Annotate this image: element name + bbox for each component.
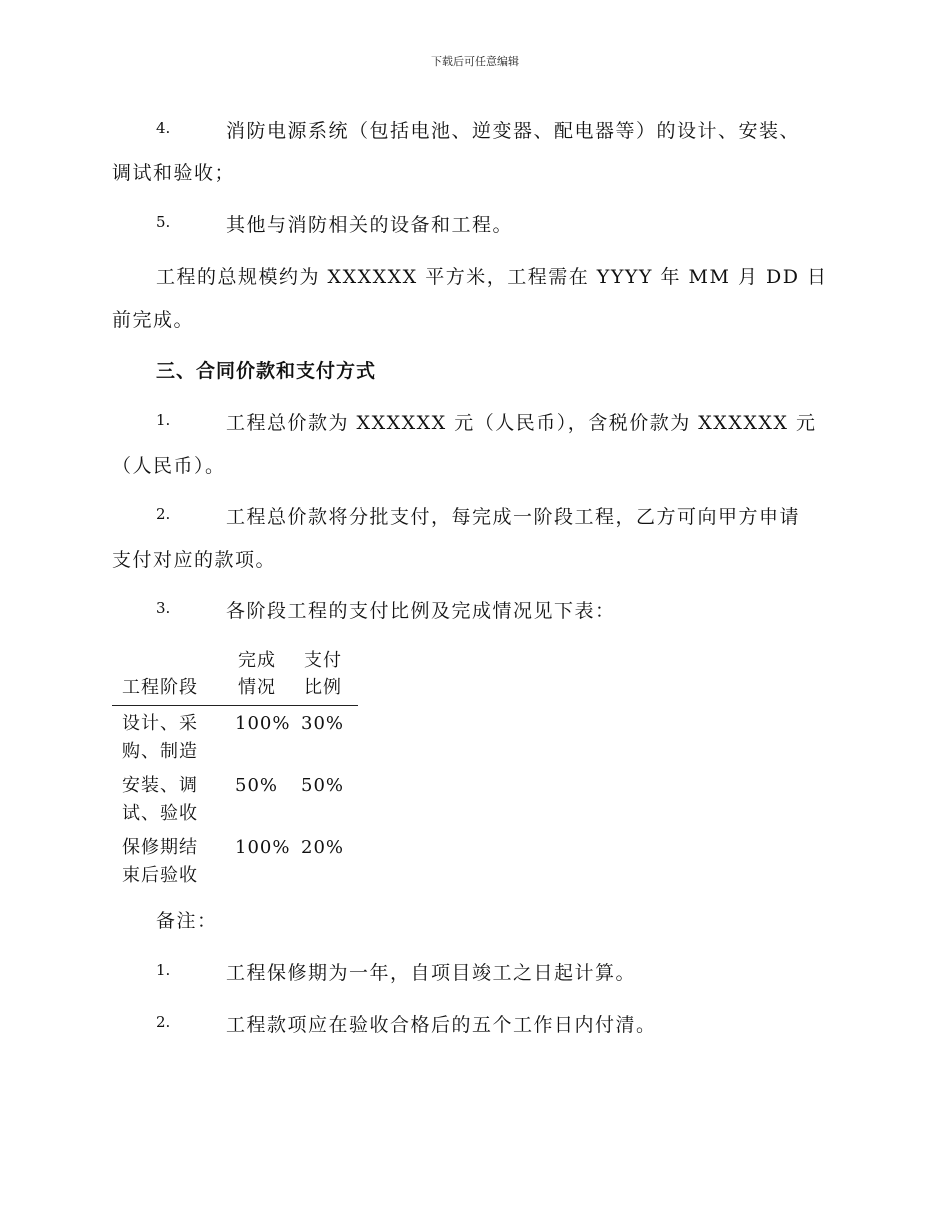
table-header-ratio-line2: 比例 [304,677,342,698]
table-row-2-completion: 50% [235,775,279,796]
section-3-item-2-line2: 支付对应的款项。 [112,549,277,571]
note-1-number: 1. [156,961,171,979]
item-4-text-line2: 调试和验收； [112,162,236,184]
table-row-3-ratio: 20% [301,837,345,858]
section-3-item-2-number: 2. [156,505,171,523]
item-4-text-line1: 消防电源系统（包括电池、逆变器、配电器等）的设计、安装、 [226,120,801,142]
item-5-number: 5. [156,213,171,231]
item-4-number: 4. [156,119,171,137]
page-header: 下载后可任意编辑 [431,55,519,68]
table-header-stage: 工程阶段 [122,677,198,698]
item-5-text: 其他与消防相关的设备和工程。 [226,214,514,236]
table-header-ratio-line1: 支付 [304,650,342,671]
section-3-item-3-text: 各阶段工程的支付比例及完成情况见下表： [226,600,616,622]
table-row-1-ratio: 30% [301,713,345,734]
note-1-text: 工程保修期为一年，自项目竣工之日起计算。 [226,962,637,984]
table-header-completion-line2: 情况 [238,677,276,698]
table-header-rule [112,705,358,706]
table-row-2-ratio: 50% [301,775,345,796]
table-row-3-stage-line1: 保修期结 [122,837,198,858]
table-row-1-completion: 100% [235,713,291,734]
scope-paragraph-line2: 前完成。 [112,309,195,331]
section-3-item-1-number: 1. [156,411,171,429]
section-3-item-1-line2: （人民币）。 [112,455,226,477]
table-row-3-completion: 100% [235,837,291,858]
scope-paragraph-line1: 工程的总规模约为 XXXXXX 平方米，工程需在 YYYY 年 MM 月 DD 日 [156,266,828,288]
note-2-text: 工程款项应在验收合格后的五个工作日内付清。 [226,1014,657,1036]
note-2-number: 2. [156,1013,171,1031]
table-row-2-stage-line2: 试、验收 [122,803,198,824]
section-3-heading: 三、合同价款和支付方式 [156,360,377,382]
table-row-1-stage-line1: 设计、采 [122,713,198,734]
notes-label: 备注： [156,910,218,932]
section-3-item-3-number: 3. [156,599,171,617]
table-row-1-stage-line2: 购、制造 [122,741,198,762]
table-row-2-stage-line1: 安装、调 [122,775,198,796]
table-header-completion-line1: 完成 [238,650,276,671]
section-3-item-2-line1: 工程总价款将分批支付，每完成一阶段工程，乙方可向甲方申请 [226,506,801,528]
section-3-item-1-line1: 工程总价款为 XXXXXX 元（人民币），含税价款为 XXXXXX 元 [226,412,817,434]
table-row-3-stage-line2: 束后验收 [122,865,198,886]
